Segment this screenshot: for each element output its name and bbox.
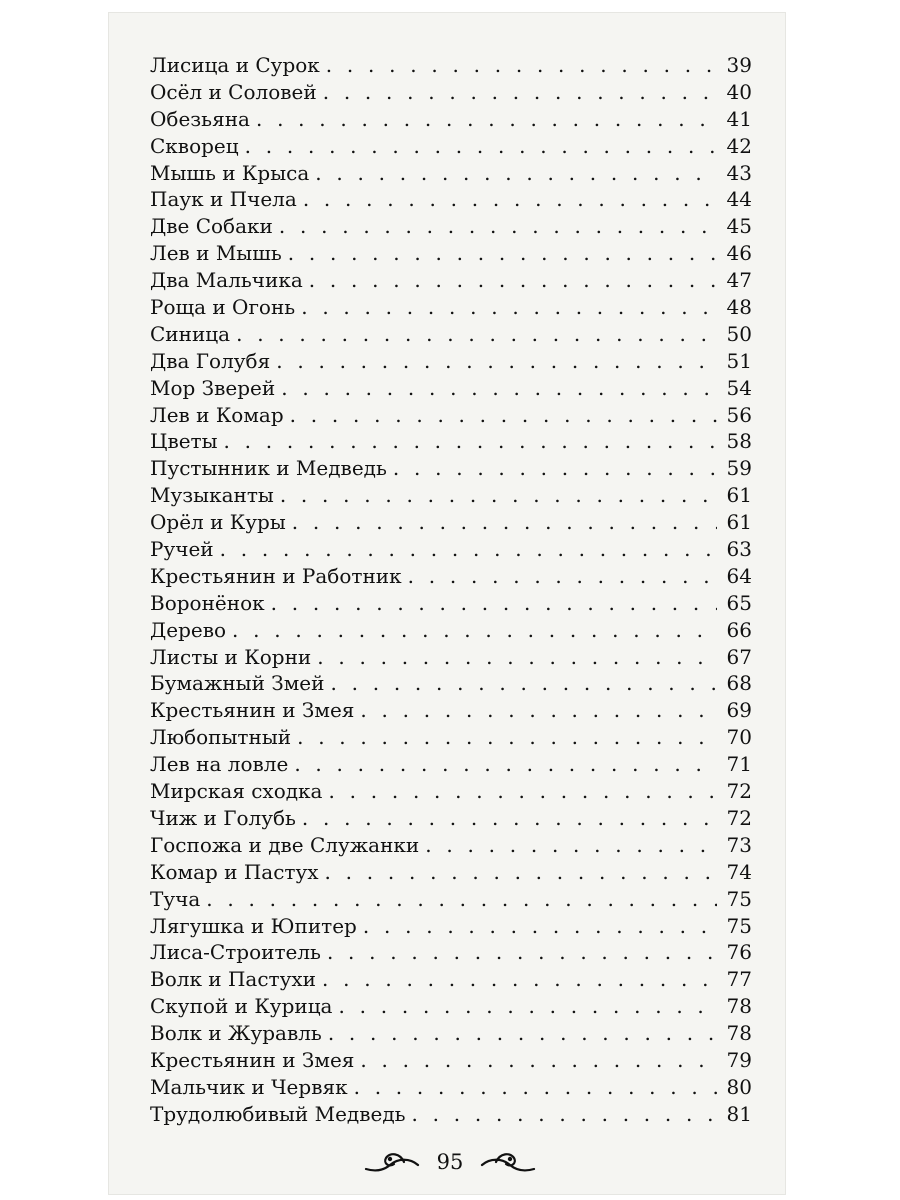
- toc-entry: [150, 1047, 752, 1074]
- toc-entry-title: Осёл и Соловей: [150, 79, 317, 104]
- toc-entry-title: Две Собаки: [150, 214, 273, 239]
- toc-dot-leader: [425, 832, 717, 859]
- toc-entry-title: Ручей: [150, 537, 214, 562]
- toc-dot-leader: [393, 455, 717, 482]
- toc-entry-page-number: 59: [726, 456, 752, 481]
- toc-dot-leader: [317, 644, 717, 671]
- toc-entry-page-number: 75: [726, 886, 752, 911]
- toc-entry-title: Паук и Пчела: [150, 187, 297, 212]
- toc-entry: [150, 644, 752, 671]
- toc-entry: [150, 805, 752, 832]
- toc-entry-title: Крестьянин и Змея: [150, 1047, 355, 1072]
- toc-dot-leader: [224, 428, 717, 455]
- toc-dot-leader: [330, 670, 717, 697]
- toc-dot-leader: [309, 267, 717, 294]
- toc-entry-title: Пустынник и Медведь: [150, 456, 387, 481]
- toc-entry: [150, 563, 752, 590]
- toc-entry: [150, 106, 752, 133]
- toc-entry-title: Госпожа и две Служанки: [150, 832, 420, 857]
- toc-entry-page-number: 61: [726, 510, 752, 535]
- toc-entry-page-number: 67: [726, 644, 752, 669]
- toc-dot-leader: [292, 509, 717, 536]
- toc-entry-title: Лисица и Сурок: [150, 53, 320, 77]
- toc-entry-page-number: 73: [726, 832, 752, 857]
- toc-dot-leader: [245, 133, 717, 160]
- toc-entry-page-number: 76: [726, 940, 752, 965]
- toc-entry-page-number: 44: [726, 187, 752, 212]
- toc-entry: [150, 939, 752, 966]
- page-footer: [360, 1138, 540, 1190]
- toc-entry: [150, 966, 752, 993]
- toc-entry-title: Синица: [150, 321, 231, 346]
- toc-entry-page-number: 66: [726, 617, 752, 642]
- toc-entry-title: Лев и Комар: [150, 402, 284, 427]
- toc-entry-page-number: 47: [726, 268, 752, 293]
- toc-entry-page-number: 42: [726, 133, 752, 158]
- toc-entry: [150, 482, 752, 509]
- toc-dot-leader: [290, 402, 717, 429]
- toc-entry-title: Листы и Корни: [150, 644, 312, 669]
- toc-dot-leader: [363, 913, 717, 940]
- toc-entry-title: Два Мальчика: [150, 268, 303, 293]
- toc-entry: [150, 536, 752, 563]
- toc-entry-page-number: 51: [726, 348, 752, 373]
- toc-entry: [150, 348, 752, 375]
- toc-entry-page-number: 81: [726, 1101, 752, 1126]
- toc-dot-leader: [354, 1074, 717, 1101]
- toc-entry-page-number: 69: [726, 698, 752, 723]
- toc-entry-page-number: 72: [726, 805, 752, 830]
- toc-dot-leader: [328, 778, 717, 805]
- toc-entry-page-number: 46: [726, 241, 752, 266]
- toc-entry: [150, 778, 752, 805]
- toc-entry: [150, 590, 752, 617]
- toc-entry-page-number: 74: [726, 859, 752, 884]
- toc-entry: [150, 294, 752, 321]
- toc-dot-leader: [360, 697, 717, 724]
- toc-entry-title: Орёл и Куры: [150, 510, 286, 535]
- page-number: 95: [436, 1150, 464, 1174]
- toc-entry: [150, 402, 752, 429]
- toc-entry-page-number: 65: [726, 590, 752, 615]
- toc-entry-title: Скупой и Курица: [150, 994, 333, 1019]
- toc-entry-title: Любопытный: [150, 725, 292, 750]
- toc-entry: [150, 428, 752, 455]
- toc-entry-title: Воронёнок: [150, 590, 265, 615]
- toc-entry: [150, 886, 752, 913]
- toc-entry: [150, 859, 752, 886]
- toc-entry-page-number: 54: [726, 375, 752, 400]
- toc-entry-page-number: 71: [726, 752, 752, 777]
- toc-entry-page-number: 58: [726, 429, 752, 454]
- toc-entry-title: Мирская сходка: [150, 779, 323, 804]
- toc-entry-page-number: 70: [726, 725, 752, 750]
- toc-dot-leader: [338, 993, 717, 1020]
- toc-entry-title: Дерево: [150, 617, 227, 642]
- toc-dot-leader: [276, 348, 717, 375]
- toc-entry-title: Музыканты: [150, 483, 274, 508]
- toc-entry-page-number: 64: [726, 563, 752, 588]
- toc-entry-page-number: 75: [726, 913, 752, 938]
- toc-entry: [150, 617, 752, 644]
- toc-entry: [150, 1101, 752, 1128]
- toc-entry-page-number: 68: [726, 671, 752, 696]
- toc-entry: [150, 52, 752, 79]
- toc-entry: [150, 913, 752, 940]
- toc-entry-page-number: 79: [726, 1047, 752, 1072]
- toc-entry-title: Волк и Журавль: [150, 1021, 322, 1046]
- toc-entry-title: Трудолюбивый Медведь: [150, 1101, 406, 1126]
- toc-entry-page-number: 78: [726, 1021, 752, 1046]
- toc-entry-title: Два Голубя: [150, 348, 271, 373]
- toc-dot-leader: [294, 751, 717, 778]
- toc-entry-page-number: 43: [726, 160, 752, 185]
- toc-entry-title: Туча: [150, 886, 201, 911]
- toc-entry-page-number: 72: [726, 779, 752, 804]
- toc-entry-title: Лягушка и Юпитер: [150, 913, 357, 938]
- toc-entry: [150, 1020, 752, 1047]
- toc-entry: [150, 697, 752, 724]
- toc-entry: [150, 186, 752, 213]
- toc-entry: [150, 79, 752, 106]
- toc-dot-leader: [412, 1101, 717, 1128]
- toc-dot-leader: [315, 160, 717, 187]
- toc-dot-leader: [303, 186, 717, 213]
- toc-dot-leader: [280, 482, 717, 509]
- toc-dot-leader: [206, 886, 717, 913]
- toc-entry-title: Лев на ловле: [150, 752, 289, 777]
- toc-entry-title: Волк и Пастухи: [150, 967, 316, 992]
- toc-entry-title: Роща и Огонь: [150, 295, 296, 320]
- toc-entry-page-number: 80: [726, 1074, 752, 1099]
- toc-dot-leader: [327, 939, 717, 966]
- toc-entry-title: Цветы: [150, 429, 218, 454]
- toc-dot-leader: [279, 213, 717, 240]
- toc-entry-page-number: 56: [726, 402, 752, 427]
- toc-entry-title: Обезьяна: [150, 106, 250, 131]
- toc-dot-leader: [325, 859, 717, 886]
- toc-dot-leader: [271, 590, 717, 617]
- toc-dot-leader: [236, 321, 717, 348]
- toc-entry: [150, 213, 752, 240]
- toc-dot-leader: [288, 240, 717, 267]
- toc-entry: [150, 751, 752, 778]
- toc-dot-leader: [220, 536, 717, 563]
- toc-entry: [150, 832, 752, 859]
- toc-entry-page-number: 63: [726, 537, 752, 562]
- toc-entry: [150, 724, 752, 751]
- toc-dot-leader: [256, 106, 717, 133]
- toc-dot-leader: [297, 724, 717, 751]
- toc-entry-title: Скворец: [150, 133, 239, 158]
- toc-dot-leader: [322, 966, 717, 993]
- table-of-contents: [150, 52, 752, 1128]
- toc-dot-leader: [232, 617, 717, 644]
- toc-entry: [150, 509, 752, 536]
- toc-dot-leader: [323, 79, 717, 106]
- toc-dot-leader: [328, 1020, 717, 1047]
- toc-entry-title: Лиса-Строитель: [150, 940, 321, 965]
- toc-entry-page-number: 61: [726, 483, 752, 508]
- toc-dot-leader: [302, 805, 717, 832]
- toc-entry-title: Комар и Пастух: [150, 859, 319, 884]
- toc-entry: [150, 133, 752, 160]
- toc-entry-title: Бумажный Змей: [150, 671, 325, 696]
- toc-entry-title: Мальчик и Червяк: [150, 1074, 348, 1099]
- toc-entry: [150, 993, 752, 1020]
- toc-dot-leader: [408, 563, 717, 590]
- toc-entry-title: Чиж и Голубь: [150, 805, 296, 830]
- toc-entry-page-number: 41: [726, 106, 752, 131]
- toc-entry-title: Мышь и Крыса: [150, 160, 310, 185]
- toc-entry: [150, 160, 752, 187]
- toc-entry-page-number: 45: [726, 214, 752, 239]
- toc-entry: [150, 670, 752, 697]
- toc-dot-leader: [281, 375, 717, 402]
- toc-entry-page-number: 40: [726, 79, 752, 104]
- toc-entry-page-number: 39: [726, 53, 752, 77]
- toc-entry-page-number: 78: [726, 994, 752, 1019]
- toc-dot-leader: [301, 294, 717, 321]
- toc-entry-page-number: 50: [726, 321, 752, 346]
- toc-entry: [150, 321, 752, 348]
- toc-entry-title: Крестьянин и Змея: [150, 698, 355, 723]
- toc-entry: [150, 375, 752, 402]
- toc-entry-title: Мор Зверей: [150, 375, 276, 400]
- toc-entry-page-number: 77: [726, 967, 752, 992]
- toc-entry-title: Крестьянин и Работник: [150, 563, 402, 588]
- toc-dot-leader: [326, 52, 717, 79]
- toc-entry: [150, 267, 752, 294]
- toc-entry: [150, 1074, 752, 1101]
- toc-entry-page-number: 48: [726, 295, 752, 320]
- toc-entry: [150, 240, 752, 267]
- toc-dot-leader: [360, 1047, 717, 1074]
- toc-entry: [150, 455, 752, 482]
- toc-entry-title: Лев и Мышь: [150, 241, 282, 266]
